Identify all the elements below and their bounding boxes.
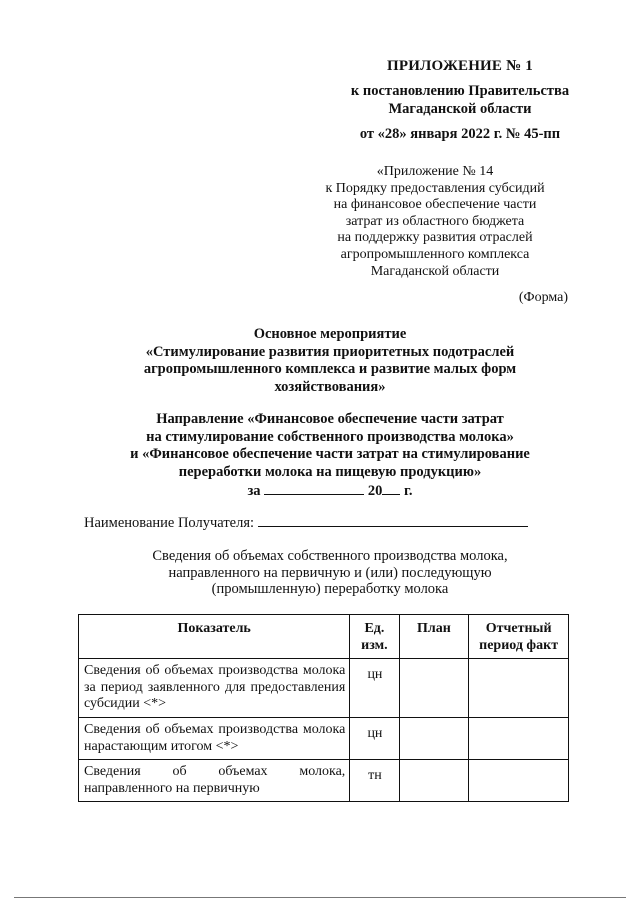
header-unit-line-1: Ед.	[364, 621, 385, 636]
appendix-header	[330, 57, 590, 143]
header-unit	[350, 615, 399, 659]
fact-cell[interactable]	[469, 717, 569, 759]
fact-cell[interactable]	[469, 760, 569, 802]
form-label: (Форма)	[518, 290, 568, 305]
appendix-line-1: к постановлению Правительства	[350, 83, 570, 99]
info-line: Сведения об объемах собственного производства молока,	[152, 548, 508, 564]
main-event-line: Основное мероприятие	[253, 326, 407, 342]
data-table	[78, 614, 569, 802]
period-prefix: за	[247, 483, 261, 500]
recipient-row	[84, 512, 554, 532]
unit-cell: цн	[350, 659, 399, 718]
indicator-cell: Сведения об объемах молока, направленного на первичную	[79, 760, 350, 802]
direction-line: на стимулирование собственного производства молока»	[146, 428, 514, 445]
main-event-title	[110, 326, 550, 396]
unit-cell: тн	[350, 760, 399, 802]
appendix-14-line: «Приложение № 14	[376, 164, 494, 179]
appendix-title: ПРИЛОЖЕНИЕ № 1	[386, 58, 534, 74]
recipient-blank-field[interactable]	[258, 512, 528, 527]
appendix-14-line: на поддержку развития отраслей	[337, 230, 533, 246]
appendix-14-line: к Порядку предоставления субсидий	[325, 180, 545, 196]
direction-line: переработки молока на пищевую продукцию»	[178, 463, 482, 480]
recipient-label: Наименование Получателя:	[84, 515, 255, 531]
header-indicator: Показатель	[79, 615, 350, 659]
year-blank-field[interactable]	[382, 481, 400, 495]
table-header-row	[79, 615, 569, 659]
info-line: (промышленную) переработку молока	[211, 581, 449, 597]
plan-cell[interactable]	[399, 760, 469, 802]
table-row	[79, 760, 569, 802]
appendix-line-2: Магаданской области	[388, 101, 532, 117]
unit-cell: цн	[350, 717, 399, 759]
fact-cell[interactable]	[469, 659, 569, 718]
page-bottom-divider	[14, 897, 626, 898]
appendix-14-line: на финансовое обеспечение части	[333, 197, 537, 213]
appendix-14-block	[300, 164, 570, 280]
appendix-date: от «28» января 2022 г. № 45-пп	[359, 126, 561, 142]
info-title	[130, 548, 530, 598]
main-event-line: «Стимулирование развития приоритетных подотраслей	[145, 343, 515, 360]
direction-line: и «Финансовое обеспечение части затрат на стимулирование	[130, 446, 530, 463]
info-line: направленного на первичную и (или) последующую	[168, 564, 492, 581]
table-row	[79, 717, 569, 759]
appendix-14-line: Магаданской области	[370, 263, 500, 279]
indicator-cell: Сведения об объемах производства молока за период заявленного для предоставления субсидии <*>	[79, 659, 350, 718]
appendix-14-line: агропромышленного комплекса	[340, 246, 530, 262]
period-year: 20	[367, 483, 383, 500]
header-fact-line-1: Отчетный	[485, 621, 552, 636]
indicator-cell: Сведения об объемах производства молока нарастающим итогом <*>	[79, 717, 350, 759]
direction-title	[100, 411, 560, 501]
main-event-line: хозяйствования»	[274, 378, 386, 395]
header-fact-line-2: период факт	[479, 637, 559, 653]
direction-line: Направление «Финансовое обеспечение части затрат	[156, 411, 504, 427]
header-fact	[469, 615, 569, 659]
plan-cell[interactable]	[399, 717, 469, 759]
period-suffix: г.	[403, 483, 413, 500]
header-plan: План	[399, 615, 469, 659]
table-row	[79, 659, 569, 718]
reporting-period	[100, 481, 560, 501]
header-unit-line-2: изм.	[361, 637, 388, 653]
plan-cell[interactable]	[399, 659, 469, 718]
appendix-14-line: затрат из областного бюджета	[345, 213, 525, 229]
main-event-line: агропромышленного комплекса и развитие малых форм	[143, 361, 517, 378]
period-blank-field[interactable]	[264, 481, 364, 495]
